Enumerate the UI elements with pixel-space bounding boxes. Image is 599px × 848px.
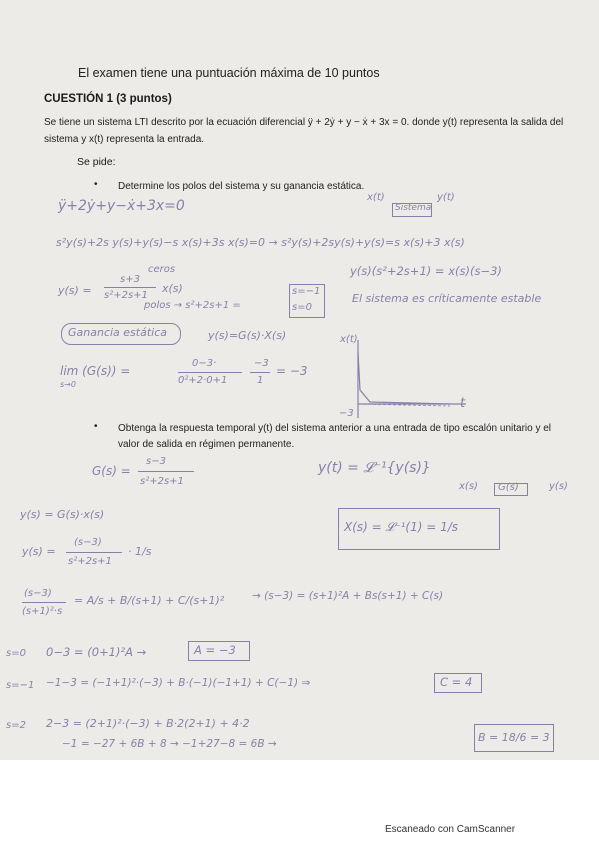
hw-s1-label: s=−1 <box>6 680 35 691</box>
hw-s2-eq: 2−3 = (2+1)²·(−3) + B·2(2+1) + 4·2 <box>46 717 250 730</box>
hw-block2-out: y(s) <box>549 481 568 492</box>
hw-pole-2: s=0 <box>292 302 312 313</box>
hw-laplace-eq: s²y(s)+2s y(s)+y(s)−s x(s)+3s x(s)=0 → s²y(s)+2sy(s)+y(s)=s x(s)+3 x(s) <box>56 236 465 249</box>
hw-s2-label: s=2 <box>6 720 26 731</box>
bullet-step-response-text: Obtenga la respuesta temporal y(t) del sistema anterior a una entrada de tipo escalón unitario y el valor de salida en régimen permanente. <box>118 423 552 450</box>
hw-c-value: C = 4 <box>440 675 473 689</box>
hw-gain-eq: y(s)=G(s)·X(s) <box>208 329 287 342</box>
hw-ys2-den: s²+2s+1 <box>68 556 112 567</box>
hw-frac2-num: −3 <box>254 358 269 369</box>
hw-gs-den: s²+2s+1 <box>140 476 184 487</box>
se-pide-label: Se pide: <box>77 156 116 168</box>
hw-ys-eq: y(s) = G(s)·x(s) <box>20 508 105 521</box>
hw-ys2-mul: · 1/s <box>128 545 152 558</box>
hw-block2-in: x(s) <box>459 481 478 492</box>
hw-polos-note: polos → s²+2s+1 = <box>144 300 241 311</box>
hw-pf-den: (s+1)²·s <box>22 606 63 617</box>
hw-frac2-bar <box>250 372 270 373</box>
hw-tf-rhs: x(s) <box>162 282 183 295</box>
hw-factored-eq: y(s)(s²+2s+1) = x(s)(s−3) <box>350 264 502 278</box>
hw-frac-num: 0−3· <box>192 358 217 369</box>
hw-limit: lim (G(s)) = <box>60 364 131 378</box>
hw-frac-den: 0²+2·0+1 <box>178 375 228 386</box>
hw-s1-eq: −1−3 = (−1+1)²·(−3) + B·(−1)(−1+1) + C(−1) ⇒ <box>46 677 311 689</box>
hw-gs-num: s−3 <box>146 456 166 467</box>
hw-gain-label: Ganancia estática <box>68 326 167 339</box>
hw-s0-eq: 0−3 = (0+1)²A → <box>46 645 147 659</box>
hw-pf-result: → (s−3) = (s+1)²A + Bs(s+1) + C(s) <box>252 590 444 602</box>
hw-pf-num: (s−3) <box>24 588 52 599</box>
hw-gs-lhs: G(s) = <box>92 464 131 478</box>
bullet-dot-icon: • <box>94 421 98 432</box>
scanner-watermark: Escaneado con CamScanner <box>385 824 516 835</box>
bullet-poles-text: Determine los polos del sistema y su ganancia estática. <box>118 181 365 192</box>
hw-plot-t-label: t <box>460 396 466 411</box>
hw-b-value: B = 18/6 = 3 <box>478 731 550 744</box>
hw-frac2-den: 1 <box>257 375 264 386</box>
hw-plot-y-label: x(t) <box>340 334 358 345</box>
hw-tf-den: s²+2s+1 <box>104 290 148 301</box>
hw-frac-bar <box>178 372 242 373</box>
hw-stability-note: El sistema es críticamente estable <box>352 292 542 305</box>
hw-ys2-bar <box>66 552 122 553</box>
hw-block-in: x(t) <box>367 192 385 203</box>
question-text: Se tiene un sistema LTI descrito por la ecuación diferencial ÿ + 2ẏ + y − ẋ + 3x = 0. donde y(t) representa la salida del sistema y x(t) representa la entrada. <box>44 117 564 145</box>
hw-ys2-lhs: y(s) = <box>22 545 56 558</box>
hw-block2-g: G(s) <box>498 482 519 493</box>
hw-tf-lhs: y(s) = <box>58 284 92 297</box>
bullet-dot-icon: • <box>94 179 98 190</box>
hw-tf-num: s+3 <box>120 274 140 285</box>
hw-a-value: A = −3 <box>194 643 236 657</box>
hw-xs-eq: X(s) = 𝓛⁻¹(1) = 1/s <box>344 520 458 534</box>
hw-fraction-bar <box>104 287 156 288</box>
hw-ys2-num: (s−3) <box>74 537 102 548</box>
hw-gain-result: = −3 <box>276 364 308 378</box>
hw-block-label: Sistema <box>395 203 432 213</box>
hw-block-out: y(t) <box>437 192 455 203</box>
hw-pf-rhs: = A/s + B/(s+1) + C/(s+1)² <box>74 594 225 607</box>
hw-pole-1: s=−1 <box>292 286 321 297</box>
hw-yt-inverse: y(t) = 𝓛⁻¹{y(s)} <box>318 460 431 476</box>
hw-pf-bar <box>22 602 66 603</box>
hw-ceros-note: ceros <box>148 264 176 275</box>
hw-plot-value: −3 <box>339 408 354 419</box>
hw-s0-label: s=0 <box>6 648 26 659</box>
hw-gs-bar <box>138 471 194 472</box>
exam-title: El examen tiene una puntuación máxima de 10 puntos <box>78 66 380 80</box>
hw-diff-eq: ÿ+2ẏ+y−ẋ+3x=0 <box>58 198 185 214</box>
hw-s2-eq2: −1 = −27 + 6B + 8 → −1+27−8 = 6B → <box>62 738 277 750</box>
hw-limit-sub: s→0 <box>60 380 76 389</box>
question-title: CUESTIÓN 1 (3 puntos) <box>44 93 172 105</box>
